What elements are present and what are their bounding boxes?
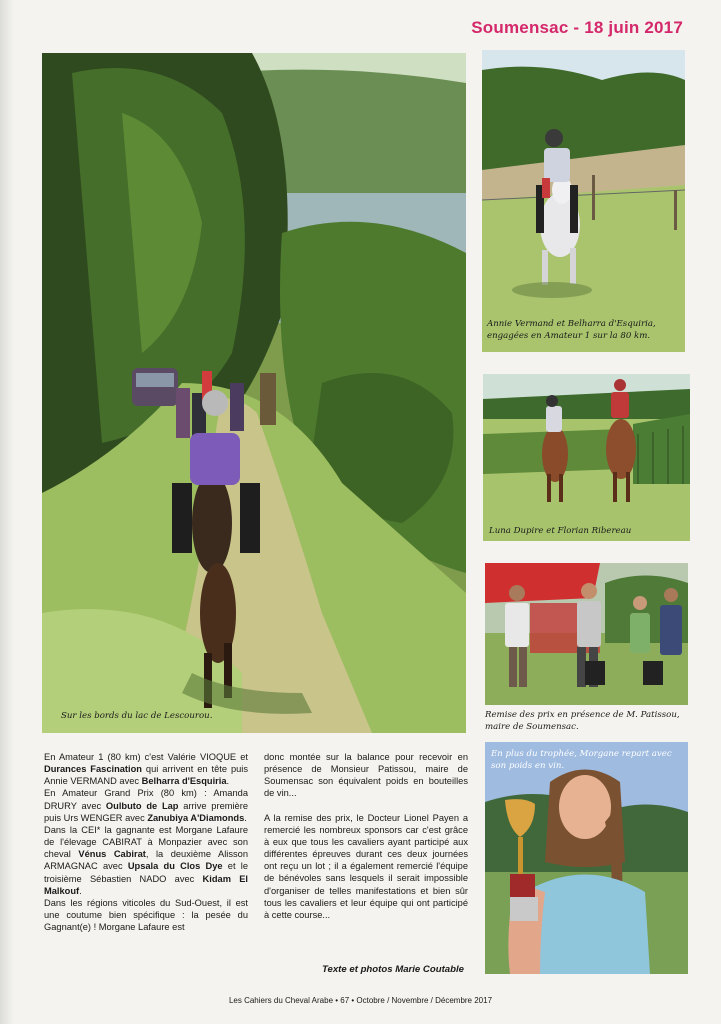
article-text: donc montée sur la balance pour recevoir en présence de Monsieur Patissou, maire de Soumensac son équivalent poids en bouteilles de vin...	[264, 752, 468, 799]
photo-morgane-trophy	[485, 742, 688, 974]
photo-annie-vermand	[482, 50, 685, 352]
photo-luna-florian-caption: Luna Dupire et Florian Ribereau	[489, 526, 632, 536]
photo-prize-giving-caption: Remise des prix en présence de M. Patissou, maire de Soumensac.	[485, 710, 680, 732]
page-edge	[0, 0, 14, 1024]
horse-name: Vénus Cabirat	[78, 849, 146, 860]
main-photo-caption: Sur les bords du lac de Lescourou.	[61, 711, 213, 721]
article-text: Dans la CEI* la gagnante est Morgane Lafaure de l'élevage CABIRAT à Monpazier avec son cheval	[44, 824, 248, 860]
photo-morgane-caption: En plus du trophée, Morgane repart avec son poids en vin.	[491, 749, 672, 771]
article-column-left	[44, 751, 248, 933]
article-paragraph	[44, 751, 248, 787]
horse-name: Kidam El Malkouf	[44, 873, 248, 896]
horse-name: Oulbuto de Lap	[105, 800, 179, 811]
article-column-right	[264, 751, 468, 921]
article-text: qui arrivent en tête puis Annie VERMAND avec	[44, 764, 248, 787]
horse-name: Upsala du Clos Dye	[127, 861, 223, 872]
article-text: , la deuxième Alisson ARMAGNAC avec	[44, 849, 248, 872]
horse-name: Durances Fascination	[44, 764, 142, 775]
article-paragraph	[264, 751, 468, 800]
main-photo	[42, 53, 466, 733]
article-text: .	[79, 885, 82, 896]
article-text: .	[244, 812, 247, 823]
article-text: Dans les régions viticoles du Sud-Ouest, il est une coutume bien spécifique : la pesée du Gagnant(e) ! Morgane Lafaure est	[44, 897, 248, 933]
article-text: En Amateur Grand Prix (80 km) : Amanda DRURY avec	[44, 788, 248, 811]
article-signature: Texte et photos Marie Coutable	[322, 964, 464, 975]
article-paragraph	[44, 824, 248, 897]
page-title: Soumensac - 18 juin 2017	[471, 18, 683, 37]
article-text: A la remise des prix, le Docteur Lionel Payen a remercié les nombreux sponsors car c'est grâce à eux que tous les cavaliers ayant participé aux différentes épreuves durant ces deux journées ont reçu un lot ; il a également remercié l'équipe de bénévoles sans lesquels il serait impossible d'organiser de telles manifestations et bien sûr tous les cavaliers et leur équipe qui ont participé à cette course...	[264, 812, 468, 920]
photo-annie-vermand-caption: Annie Vermand et Belharra d'Esquiria, engagées en Amateur 1 sur la 80 km.	[487, 319, 656, 341]
horse-name: Zanubiya A'Diamonds	[147, 812, 245, 823]
photo-prize-giving	[485, 563, 688, 705]
horse-name: Belharra d'Esquiria	[141, 776, 227, 787]
article-paragraph	[44, 897, 248, 933]
article-paragraph	[264, 812, 468, 921]
article-text: .	[226, 776, 230, 787]
article-text: et le troisième Sébastien NADO avec	[44, 861, 249, 884]
page-footer: Les Cahiers du Cheval Arabe • 67 • Octobre / Novembre / Décembre 2017	[228, 996, 493, 1005]
article-text: arrive première puis Urs WENGER avec	[44, 800, 248, 823]
photo-luna-florian	[483, 374, 690, 541]
article-paragraph	[44, 787, 248, 823]
article-text: En Amateur 1 (80 km) c'est Valérie VIOQUE et	[44, 752, 248, 762]
